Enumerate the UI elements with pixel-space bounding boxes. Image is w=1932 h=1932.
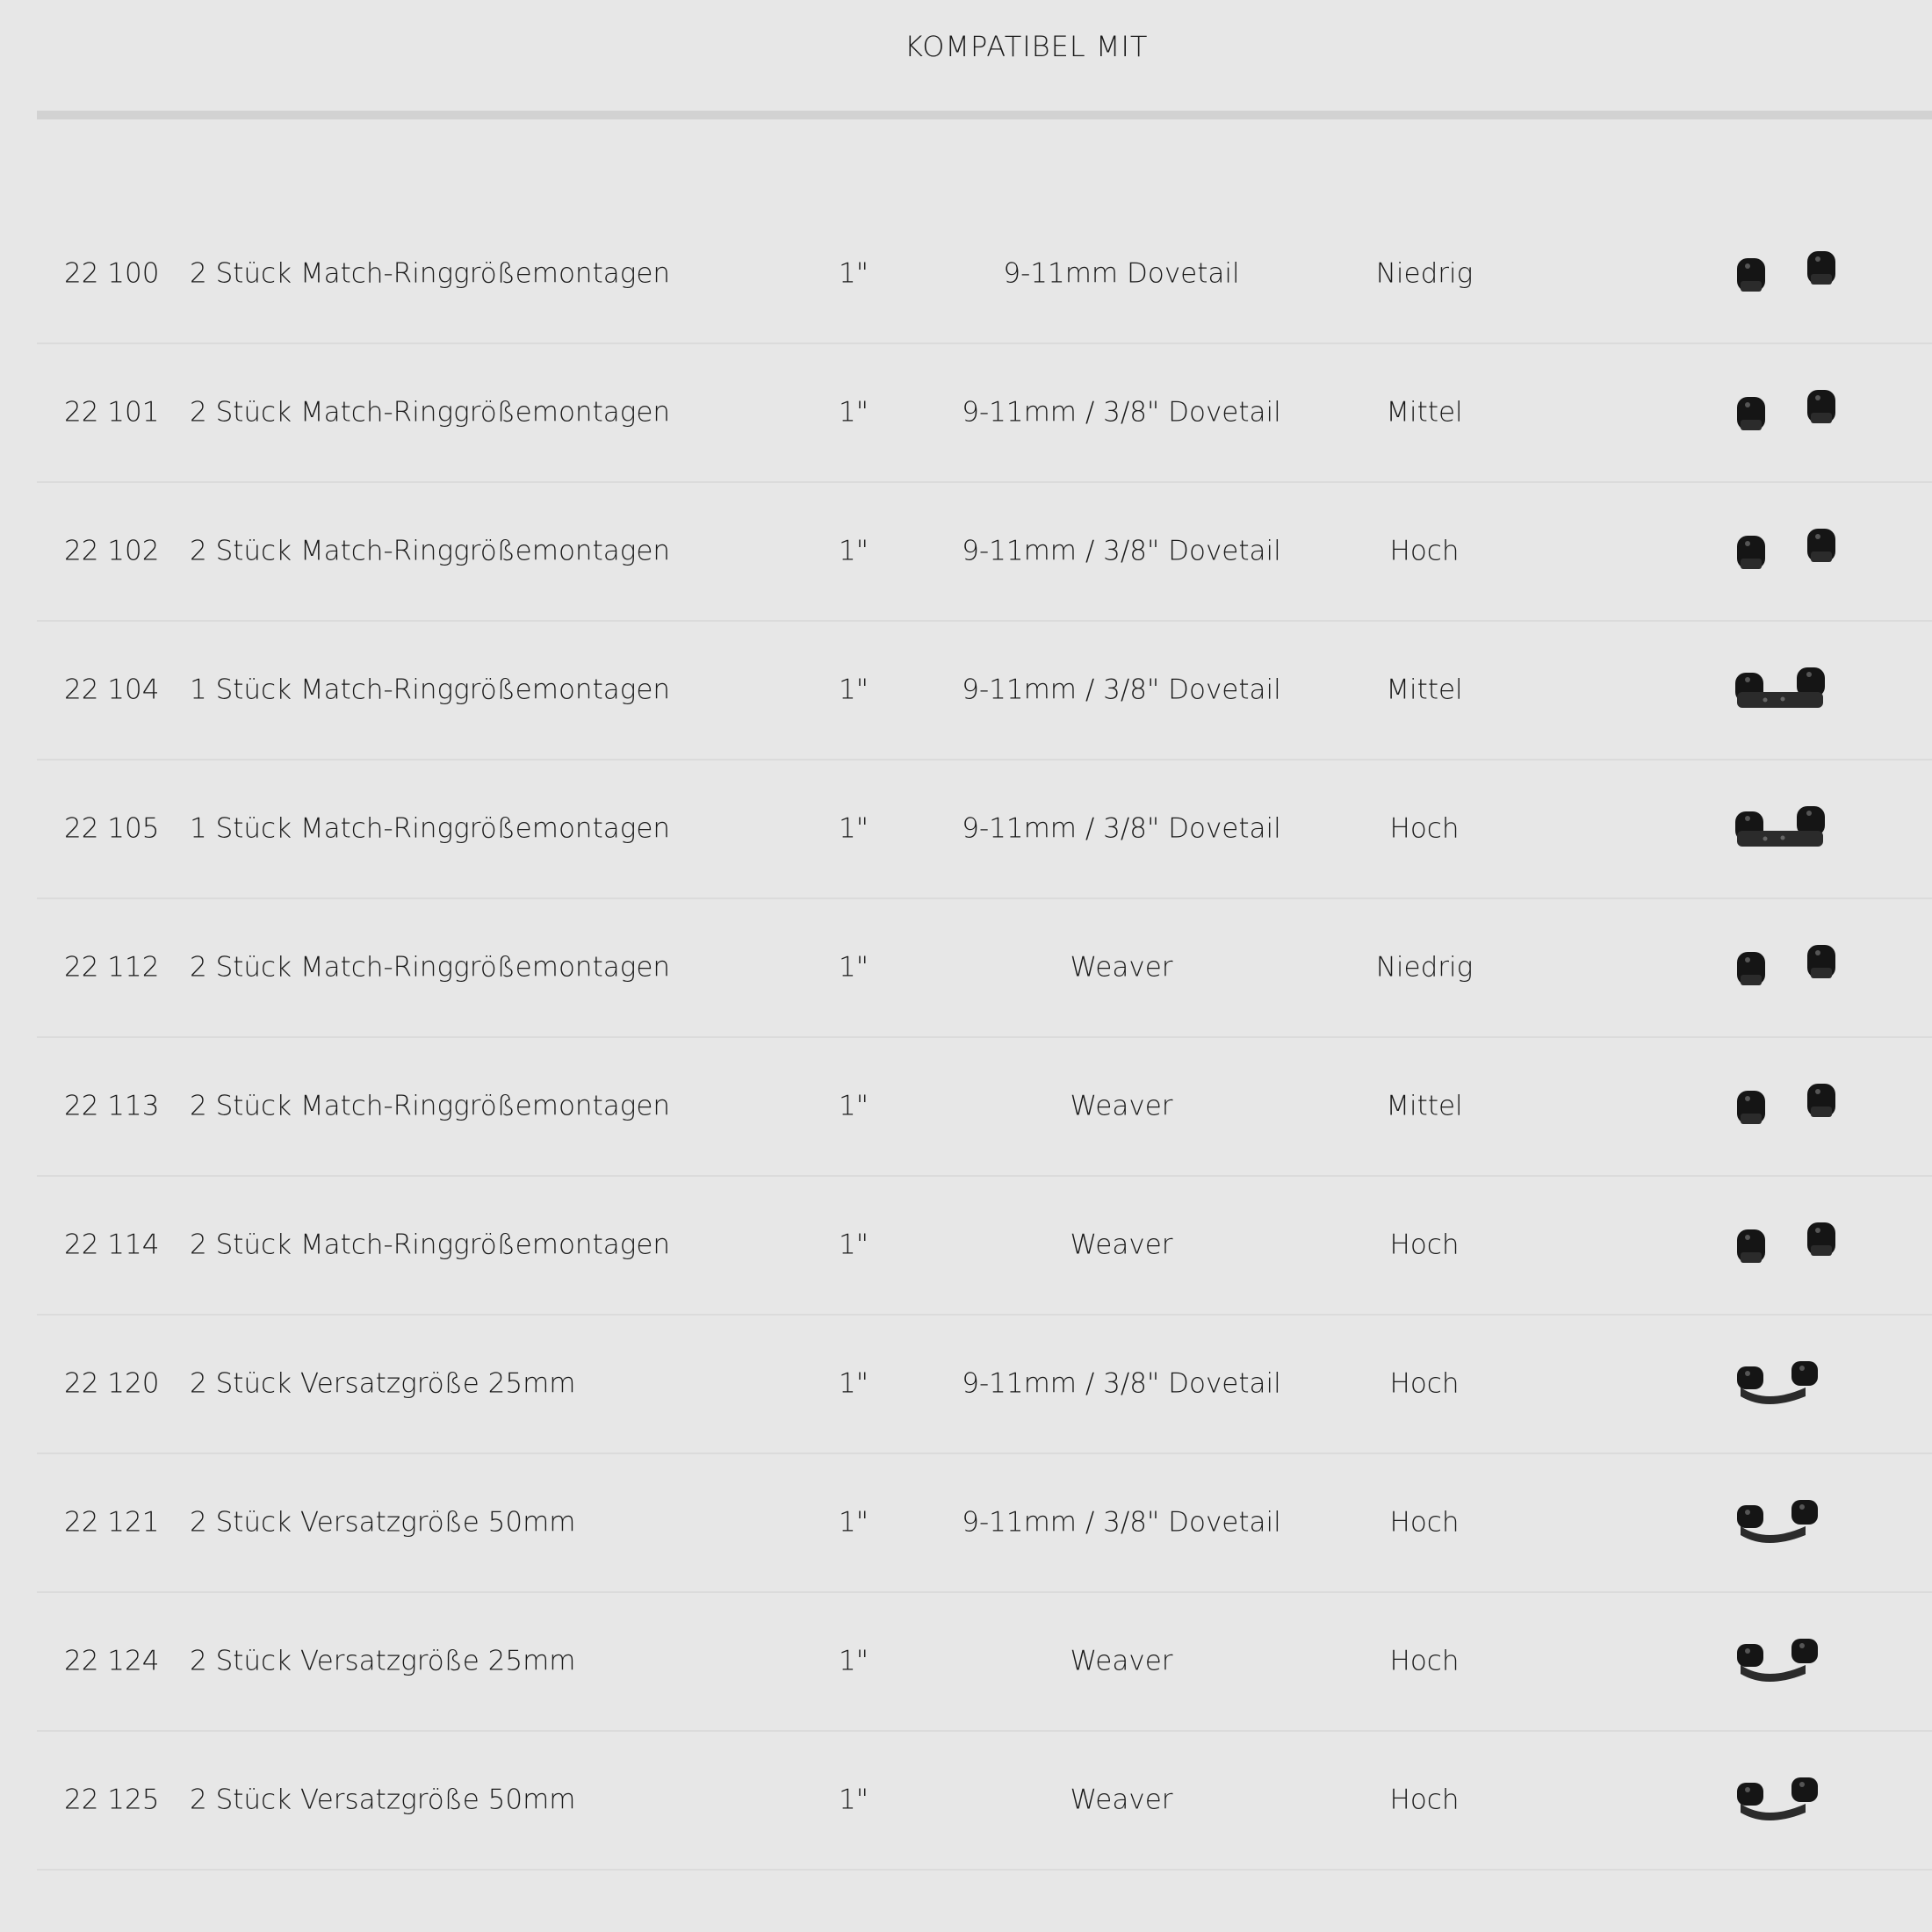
offset-rings-25mm-icon — [1723, 1349, 1864, 1419]
mount-type: 9-11mm / 3/8" Dovetail — [962, 674, 1281, 706]
mount-type: 9-11mm Dovetail — [1003, 257, 1240, 290]
mount-height: Hoch — [1389, 812, 1460, 845]
mount-height: Mittel — [1386, 1090, 1463, 1122]
table-row — [37, 761, 1932, 899]
product-description: 2 Stück Match-Ringgrößemontagen — [190, 1090, 671, 1122]
product-description: 2 Stück Versatzgröße 50mm — [190, 1506, 576, 1539]
offset-weaver-rings-25mm-icon — [1723, 1626, 1864, 1697]
ring-size: 1" — [839, 1645, 869, 1677]
product-image — [1723, 378, 1864, 448]
mount-height: Mittel — [1386, 674, 1463, 706]
product-image — [1723, 933, 1864, 1003]
product-description: 2 Stück Match-Ringgrößemontagen — [190, 951, 671, 984]
mount-type: 9-11mm / 3/8" Dovetail — [962, 396, 1281, 429]
ring-size: 1" — [839, 535, 869, 567]
ring-size: 1" — [839, 257, 869, 290]
mount-height: Hoch — [1389, 1506, 1460, 1539]
ring-size: 1" — [839, 1784, 869, 1816]
compatibility-table — [37, 205, 1932, 1871]
offset-rings-50mm-icon — [1723, 1488, 1864, 1558]
table-row — [37, 1732, 1932, 1871]
product-description: 1 Stück Match-Ringgrößemontagen — [190, 674, 671, 706]
mount-type: 9-11mm / 3/8" Dovetail — [962, 535, 1281, 567]
product-code: 22 100 — [64, 257, 160, 290]
mount-type: Weaver — [1070, 951, 1173, 984]
two-piece-rings-low-icon — [1723, 239, 1864, 309]
table-row — [37, 1316, 1932, 1454]
product-description: 2 Stück Versatzgröße 50mm — [190, 1784, 576, 1816]
one-piece-mount-medium-icon — [1723, 655, 1864, 725]
page-title: KOMPATIBEL MIT — [905, 30, 1149, 63]
mount-height: Hoch — [1389, 1645, 1460, 1677]
mount-height: Hoch — [1389, 1229, 1460, 1261]
product-image — [1723, 1488, 1864, 1558]
weaver-rings-low-icon — [1723, 933, 1864, 1003]
weaver-rings-medium-icon — [1723, 1071, 1864, 1142]
product-code: 22 104 — [64, 674, 160, 706]
mount-type: Weaver — [1070, 1229, 1173, 1261]
ring-size: 1" — [839, 396, 869, 429]
product-image — [1723, 655, 1864, 725]
mount-type: 9-11mm / 3/8" Dovetail — [962, 1506, 1281, 1539]
weaver-rings-high-icon — [1723, 1210, 1864, 1280]
product-image — [1723, 1210, 1864, 1280]
header-divider — [37, 111, 1932, 119]
table-row — [37, 483, 1932, 622]
ring-size: 1" — [839, 1229, 869, 1261]
product-code: 22 112 — [64, 951, 160, 984]
table-row — [37, 622, 1932, 761]
mount-type: Weaver — [1070, 1784, 1173, 1816]
product-image — [1723, 516, 1864, 587]
mount-type: 9-11mm / 3/8" Dovetail — [962, 812, 1281, 845]
table-row — [37, 1177, 1932, 1316]
two-piece-rings-high-icon — [1723, 516, 1864, 587]
product-code: 22 120 — [64, 1367, 160, 1400]
product-code: 22 113 — [64, 1090, 160, 1122]
mount-height: Hoch — [1389, 1784, 1460, 1816]
product-description: 2 Stück Match-Ringgrößemontagen — [190, 396, 671, 429]
product-code: 22 102 — [64, 535, 160, 567]
table-row — [37, 205, 1932, 344]
product-description: 2 Stück Match-Ringgrößemontagen — [190, 535, 671, 567]
product-image — [1723, 239, 1864, 309]
mount-type: 9-11mm / 3/8" Dovetail — [962, 1367, 1281, 1400]
ring-size: 1" — [839, 812, 869, 845]
table-row — [37, 1593, 1932, 1732]
product-image — [1723, 1349, 1864, 1419]
one-piece-mount-high-icon — [1723, 794, 1864, 864]
ring-size: 1" — [839, 674, 869, 706]
mount-height: Hoch — [1389, 535, 1460, 567]
product-image — [1723, 1626, 1864, 1697]
ring-size: 1" — [839, 951, 869, 984]
product-description: 2 Stück Match-Ringgrößemontagen — [190, 257, 671, 290]
mount-height: Niedrig — [1375, 257, 1474, 290]
product-code: 22 125 — [64, 1784, 160, 1816]
mount-type: Weaver — [1070, 1645, 1173, 1677]
table-row — [37, 1038, 1932, 1177]
mount-type: Weaver — [1070, 1090, 1173, 1122]
table-header — [0, 0, 1932, 114]
table-row — [37, 1454, 1932, 1593]
product-code: 22 105 — [64, 812, 160, 845]
product-image — [1723, 1765, 1864, 1835]
product-description: 1 Stück Match-Ringgrößemontagen — [190, 812, 671, 845]
product-code: 22 101 — [64, 396, 160, 429]
table-row — [37, 344, 1932, 483]
ring-size: 1" — [839, 1367, 869, 1400]
product-description: 2 Stück Versatzgröße 25mm — [190, 1367, 576, 1400]
product-description: 2 Stück Match-Ringgrößemontagen — [190, 1229, 671, 1261]
mount-height: Hoch — [1389, 1367, 1460, 1400]
product-image — [1723, 1071, 1864, 1142]
offset-weaver-rings-50mm-icon — [1723, 1765, 1864, 1835]
product-code: 22 121 — [64, 1506, 160, 1539]
product-description: 2 Stück Versatzgröße 25mm — [190, 1645, 576, 1677]
product-code: 22 124 — [64, 1645, 160, 1677]
ring-size: 1" — [839, 1506, 869, 1539]
table-row — [37, 899, 1932, 1038]
product-image — [1723, 794, 1864, 864]
mount-height: Mittel — [1386, 396, 1463, 429]
product-code: 22 114 — [64, 1229, 160, 1261]
mount-height: Niedrig — [1375, 951, 1474, 984]
two-piece-rings-medium-icon — [1723, 378, 1864, 448]
ring-size: 1" — [839, 1090, 869, 1122]
